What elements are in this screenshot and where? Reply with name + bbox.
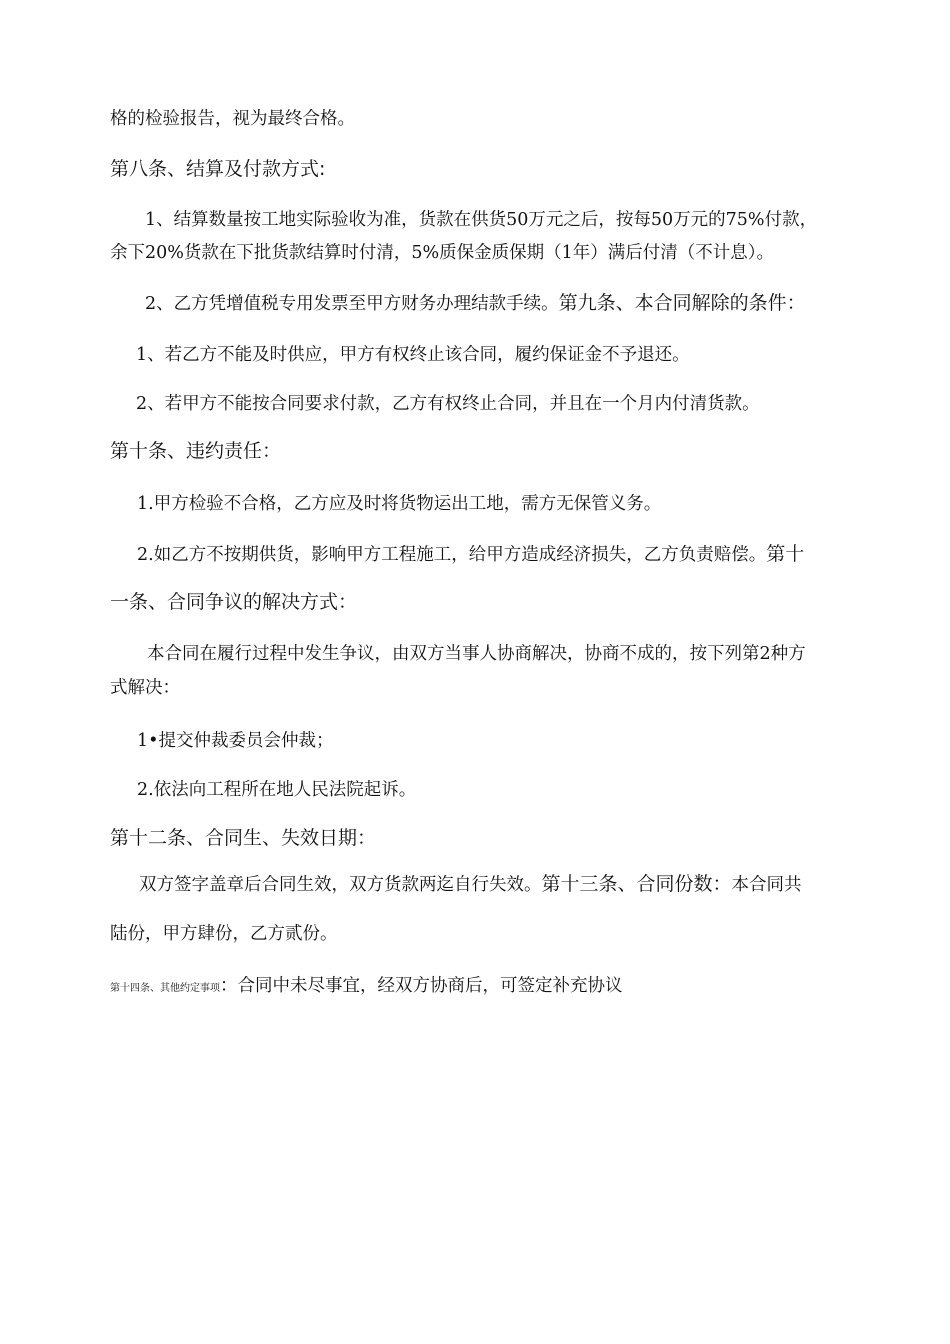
heading-text: 第十二条、合同生、失效日期： bbox=[110, 827, 377, 849]
text-line: ：合同中未尽事宜，经双方协商后，可签定补充协议 bbox=[220, 976, 623, 996]
text-line: 格的检验报告，视为最终合格。 bbox=[110, 109, 355, 129]
text-line: 2、若甲方不能按合同要求付款，乙方有权终止合同，并且在一个月内付清货款。 bbox=[136, 394, 760, 414]
text-line: 本合同共 bbox=[731, 875, 802, 895]
article-11-option-1 bbox=[137, 729, 333, 753]
article-14-line bbox=[110, 974, 623, 1001]
article-8-clause-1 bbox=[145, 208, 817, 232]
article-10-clause-1 bbox=[137, 492, 661, 516]
article-10-clause-2 bbox=[137, 542, 804, 567]
heading-text: 第八条、结算及付款方式: bbox=[110, 158, 326, 180]
text-line: 1、若乙方不能及时供应，甲方有权终止该合同，履约保证金不予退还。 bbox=[136, 345, 690, 365]
text-line: 2.如乙方不按期供货，影响甲方工程施工，给甲方造成经济损失，乙方负责赔偿。 bbox=[137, 545, 767, 565]
article-9-clause-2 bbox=[136, 392, 760, 416]
text-line: 1•提交仲裁委员会仲裁； bbox=[137, 731, 334, 751]
article-13-heading: 第十三条、合同份数： bbox=[541, 873, 732, 895]
text-line: 1.甲方检验不合格，乙方应及时将货物运出工地，需方无保管义务。 bbox=[137, 494, 662, 514]
article-11-paragraph bbox=[147, 642, 806, 666]
article-9-heading: 第九条、本合同解除的条件： bbox=[558, 292, 806, 314]
text-line: 双方签字盖章后合同生效，双方货款两迄自行失效。 bbox=[139, 875, 542, 895]
article-8-heading bbox=[110, 156, 325, 182]
text-line: 2.依法向工程所在地人民法院起诉。 bbox=[137, 780, 417, 800]
article-11-paragraph-cont bbox=[110, 676, 180, 700]
heading-text: 第十条、违约责任： bbox=[110, 440, 282, 462]
text-line: 1、结算数量按工地实际验收为准，货款在供货50万元之后，按每50万元的75%付款， bbox=[145, 210, 818, 230]
article-12-paragraph bbox=[139, 872, 802, 897]
article-14-heading: 第十四条、其他约定事项 bbox=[110, 983, 220, 994]
text-line: 2、乙方凭增值税专用发票至甲方财务办理结款手续。 bbox=[145, 294, 559, 314]
text-line: 陆份，甲方肆份，乙方贰份。 bbox=[110, 924, 338, 944]
article-12-heading bbox=[110, 825, 376, 851]
article-11-heading-start: 第十 bbox=[766, 543, 805, 565]
heading-text: 一条、合同争议的解决方式： bbox=[110, 591, 358, 613]
text-line: 本合同在履行过程中发生争议，由双方当事人协商解决，协商不成的，按下列第2种方 bbox=[147, 644, 806, 664]
article-8-clause-2 bbox=[145, 291, 806, 316]
paragraph-line bbox=[110, 107, 355, 131]
article-9-clause-1 bbox=[136, 343, 690, 367]
text-line: 余下20%货款在下批货款结算时付清，5%质保金质保期（1年）满后付清（不计息）。 bbox=[110, 243, 775, 263]
text-line: 式解决： bbox=[110, 678, 180, 698]
article-11-option-2 bbox=[137, 778, 416, 802]
article-13-paragraph-cont bbox=[110, 922, 338, 946]
article-11-heading bbox=[110, 589, 357, 615]
article-10-heading bbox=[110, 438, 281, 464]
article-8-clause-1-cont bbox=[110, 241, 774, 265]
